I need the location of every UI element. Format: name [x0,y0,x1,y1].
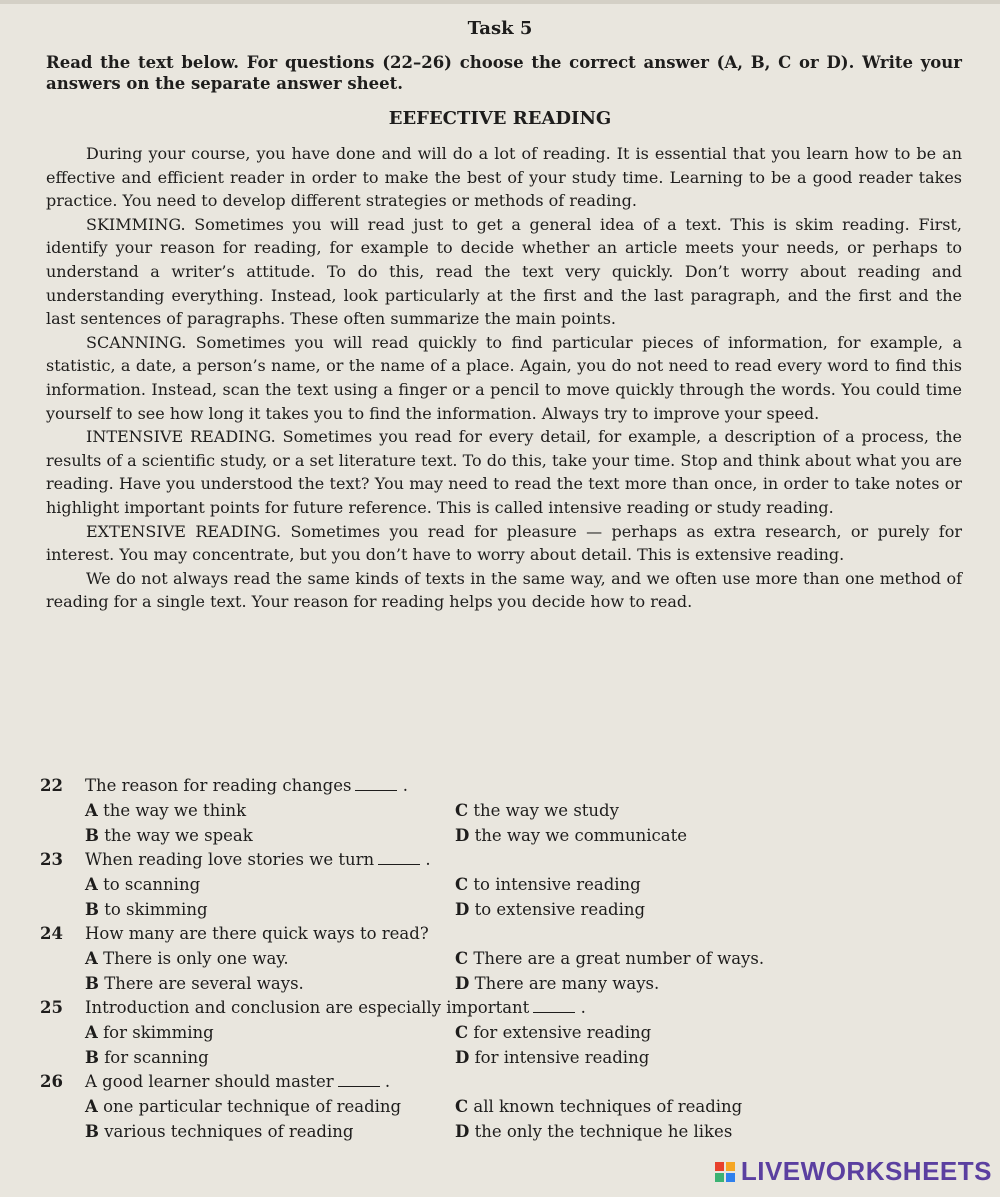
option-b[interactable]: B the way we speak [85,826,253,845]
option-d[interactable]: D There are many ways. [455,974,660,993]
question-23 [40,848,970,922]
question-number: 25 [40,998,63,1017]
option-b[interactable]: B There are several ways. [85,974,304,993]
option-c[interactable]: C the way we study [455,801,619,820]
logo-text: LIVEWORKSHEETS [740,1156,992,1186]
task-instructions: Read the text below. For questions (22–26) choose the correct answer (A, B, C or D). Write your answers on the separate answer sheet. [46,53,962,93]
logo-icon [715,1162,735,1182]
reading-title: EEFECTIVE READING [388,108,612,129]
paragraph-intensive: INTENSIVE READING. Sometimes you read for every detail, for example, a description of a process, the results of a scientific study, or a set literature text. To do this, take your time. Stop and think about what you are reading. Have you understood the text? You may need to read the text more than once, in order to take notes or highlight important points for future reference. This is called intensive reading or study reading. [46,427,962,517]
answer-blank[interactable] [355,774,397,791]
option-b[interactable]: B various techniques of reading [85,1122,354,1141]
liveworksheets-logo [715,1156,992,1187]
question-24 [40,922,970,996]
option-c[interactable]: C There are a great number of ways. [455,949,765,968]
question-22 [40,774,970,848]
option-d[interactable]: D to extensive reading [455,900,646,919]
paragraph-extensive: EXTENSIVE READING. Sometimes you read for pleasure — perhaps as extra research, or purely for interest. You may concentrate, but you don’t have to worry about detail. This is extensive reading. [46,521,962,565]
option-d[interactable]: D the only the technique he likes [455,1122,733,1141]
answer-blank[interactable] [533,996,575,1013]
question-number: 23 [40,850,63,869]
question-25 [40,996,970,1070]
option-d[interactable]: D for intensive reading [455,1048,650,1067]
question-end: . [384,1072,391,1091]
option-a[interactable]: A for skimming [85,1023,214,1042]
paragraph-intro: During your course, you have done and will do a lot of reading. It is essential that you learn how to be an effective and efficient reader in order to make the best of your study time. Learning to be a good reader takes practice. You need to develop different strategies or methods of reading. [46,144,962,211]
question-end: . [402,776,408,795]
option-a[interactable]: A the way we think [85,801,247,820]
option-b[interactable]: B to skimming [85,900,208,919]
question-number: 26 [40,1072,63,1091]
question-end: . [425,850,431,869]
option-c[interactable]: C for extensive reading [455,1023,652,1042]
task-title: Task 5 [467,18,533,39]
logo-square [715,1173,724,1182]
question-26 [40,1070,970,1144]
questions-list [40,774,970,1144]
option-c[interactable]: C to intensive reading [455,875,641,894]
paragraph-conclusion: We do not always read the same kinds of texts in the same way, and we often use more than one method of reading for a single text. Your reason for reading helps you decide how to read. [46,568,962,612]
question-text: Introduction and conclusion are especially important [85,998,530,1017]
question-number: 22 [40,776,63,795]
paragraph-scanning: SCANNING. Sometimes you will read quickly to find particular pieces of information, for example, a statistic, a date, a person’s name, or the name of a place. Again, you do not need to read every word to find this information. Instead, scan the text using a finger or a pencil to move quickly through the words. You could time yourself to see how long it takes you to find the information. Always try to improve your speed. [46,332,962,423]
top-edge [0,0,1000,4]
logo-square [726,1162,735,1171]
question-number: 24 [40,924,63,943]
option-a[interactable]: A one particular technique of reading [85,1097,402,1116]
paragraph-skimming: SKIMMING. Sometimes you will read just to get a general idea of a text. This is skim reading. First, identify your reason for reading, for example to decide whether an article meets your needs, or perhaps to understand a writer’s attitude. To do this, read the text very quickly. Don’t worry about reading and understanding everything. Instead, look particularly at the first and the last paragraph, and the first and the last sentences of paragraphs. These often summarize the main points. [46,214,962,329]
question-end: . [580,998,586,1017]
answer-blank[interactable] [338,1070,380,1087]
option-a[interactable]: A to scanning [85,875,201,894]
option-a[interactable]: A There is only one way. [85,949,289,968]
option-c[interactable]: C all known techniques of reading [455,1097,743,1116]
question-text: A good learner should master [85,1072,334,1091]
question-text: How many are there quick ways to read? [85,924,429,943]
logo-square [726,1173,735,1182]
option-b[interactable]: B for scanning [85,1048,209,1067]
answer-blank[interactable] [378,848,420,865]
reading-passage [46,142,962,614]
question-text: When reading love stories we turn [85,850,375,869]
question-text: The reason for reading changes [85,776,352,795]
logo-square [715,1162,724,1171]
option-d[interactable]: D the way we communicate [455,826,687,845]
